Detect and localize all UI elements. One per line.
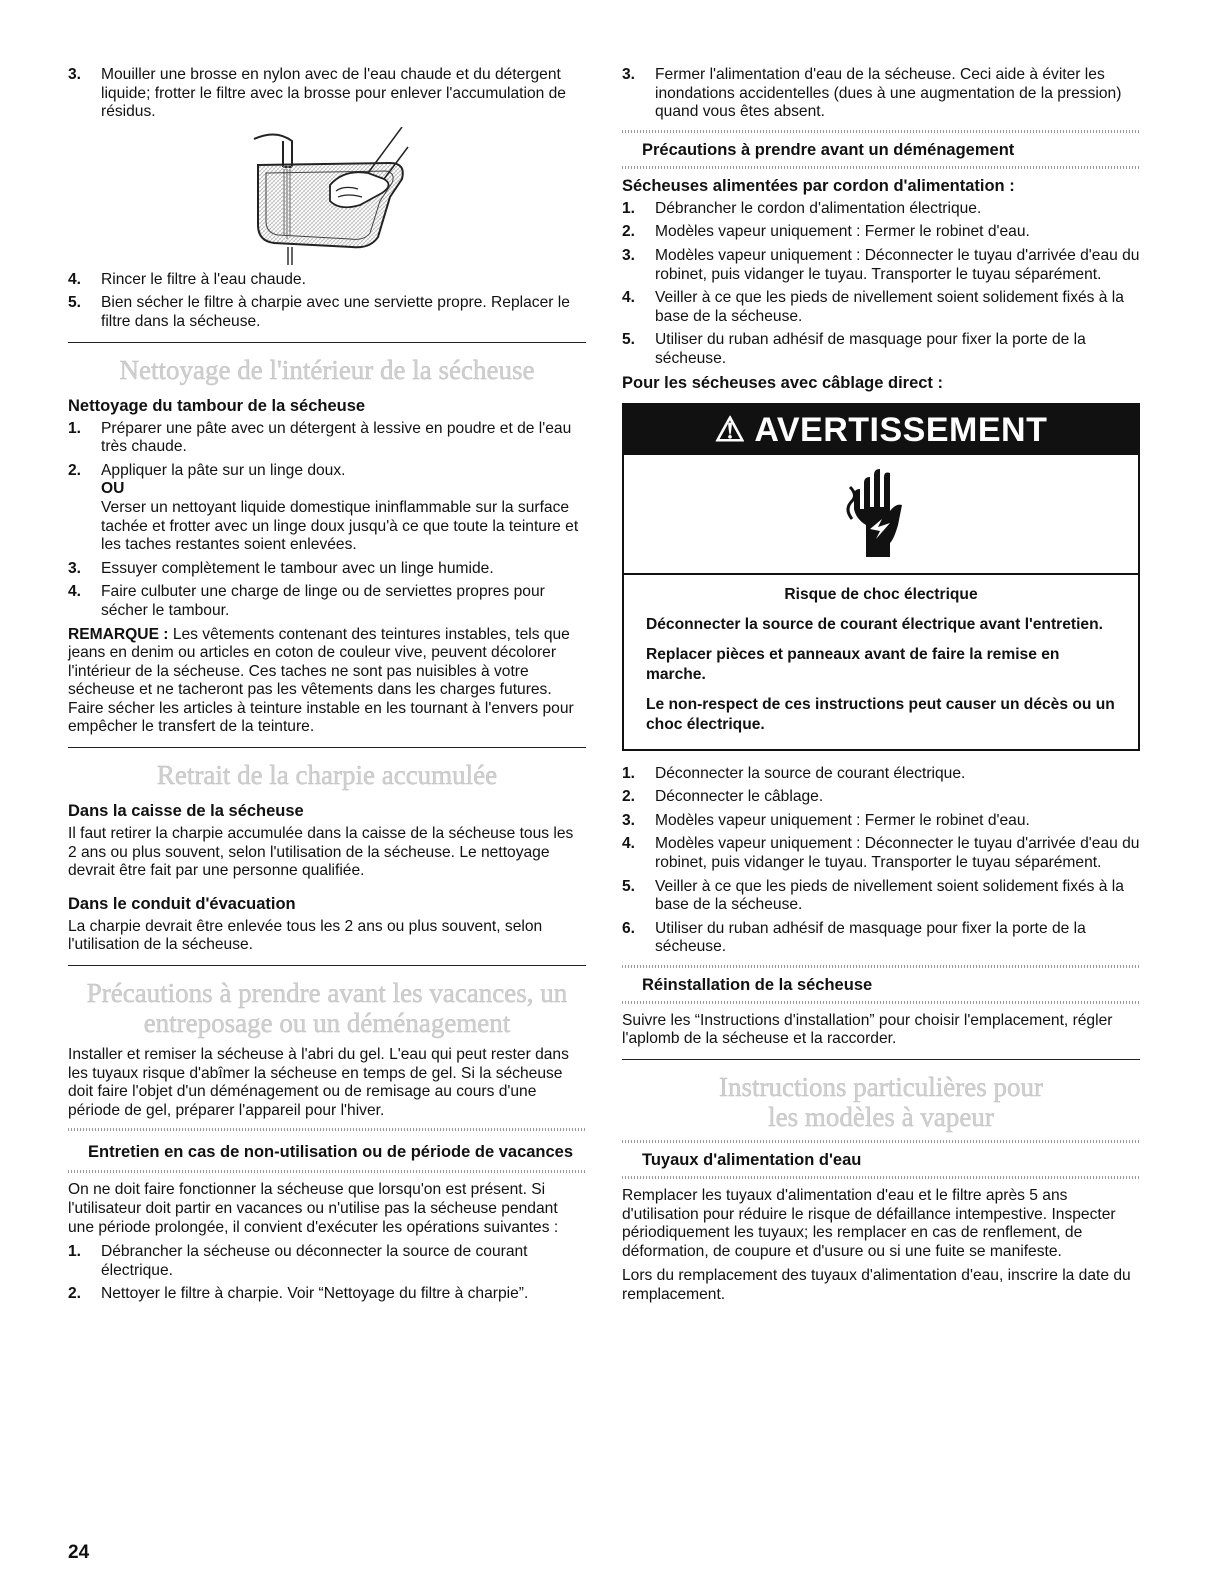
- section-title-lint-removal: Retrait de la charpie accumulée: [156, 760, 498, 791]
- subheading-direct-wire: Pour les sécheuses avec câblage direct :: [622, 373, 944, 392]
- lint-filter-brush-illustration: [68, 127, 586, 267]
- dotted-divider: [68, 1170, 586, 1173]
- warning-body: [624, 575, 1138, 749]
- list-item: 4. Veiller à ce que les pieds de nivellement soient solidement fixés à la base de la sécheuse.: [622, 289, 1124, 325]
- list-item: 3. Modèles vapeur uniquement : Déconnecter le tuyau d'arrivée d'eau du robinet, puis vidanger le tuyau. Transporter le tuyau séparément.: [622, 246, 1140, 283]
- subheading-non-use: Entretien en cas de non-utilisation ou de période de vacances: [88, 1143, 574, 1162]
- list-item: 4. Faire culbuter une charge de linge ou de serviettes propres pour sécher le tambour.: [68, 583, 545, 619]
- direct-wire-steps: [622, 765, 1140, 957]
- remark-paragraph: REMARQUE : Les vêtements contenant des teintures instables, tels que jeans en denim ou articles en coton de couleur vive, peuvent décolorer l'intérieur de la sécheuse. Ces taches ne sont pas nuisibles à votre sécheuse et ne tacheront pas les vêtements dans les charges futures. Faire sécher les articles à teinture instable en les tournant à l'envers pour empêcher le transfert de la teinture.: [68, 625, 574, 736]
- exhaust-paragraph: La charpie devrait être enlevée tous les 2 ans ou plus souvent, selon l'utilisation de la sécheuse.: [68, 917, 543, 954]
- list-item: 4. Rincer le filtre à l'eau chaude.: [68, 270, 306, 288]
- page-number: 24: [68, 1542, 90, 1563]
- warning-risk: Risque de choc électrique: [784, 585, 978, 603]
- warning-triangle-icon: ⚠: [714, 410, 746, 449]
- filter-steps-cont: [68, 66, 586, 122]
- hoses-paragraph-2: Lors du remplacement des tuyaux d'alimentation d'eau, inscrire la date du remplacement.: [622, 1267, 1131, 1304]
- list-item: 1. Préparer une pâte avec un détergent à lessive en poudre et de l'eau très chaude.: [68, 419, 572, 456]
- vacation-paragraph: Installer et remiser la sécheuse à l'abri du gel. L'eau qui peut rester dans les tuyaux risque d'abîmer la sécheuse en temps de gel. Si la sécheuse doit faire l'objet d'un déménagement ou de remisage au cours d'une période de gel, préparer l'appareil pour l'hiver.: [68, 1046, 569, 1119]
- divider: [68, 342, 586, 343]
- subheading-cord: Sécheuses alimentées par cordon d'alimentation :: [622, 176, 1015, 195]
- list-item: 5. Veiller à ce que les pieds de nivellement soient solidement fixés à la base de la sécheuse.: [622, 877, 1124, 914]
- dotted-divider: [622, 1001, 1140, 1004]
- list-item: 3. Essuyer complètement le tambour avec un linge humide.: [68, 559, 494, 577]
- divider: [68, 965, 586, 966]
- section-title-steam-models: Instructions particulières pour les modèles à vapeur: [719, 1072, 1043, 1133]
- section-title-vacation: Précautions à prendre avant les vacances, un entreposage ou un déménagement: [86, 978, 568, 1039]
- list-item: 3. Modèles vapeur uniquement : Fermer le robinet d'eau.: [622, 811, 1030, 829]
- dotted-divider: [622, 1140, 1140, 1143]
- list-item: 1. Débrancher la sécheuse ou déconnecter la source de courant électrique.: [68, 1243, 528, 1279]
- cord-steps: [622, 200, 1140, 369]
- subheading-reinstall: Réinstallation de la sécheuse: [642, 975, 873, 994]
- warning-line: Le non-respect de ces instructions peut causer un décès ou un choc électrique.: [646, 695, 1115, 733]
- list-item: 1. Débrancher le cordon d'alimentation électrique.: [622, 199, 982, 217]
- non-use-paragraph: On ne doit faire fonctionner la sécheuse que lorsqu'on est présent. Si l'utilisateur doit partir en vacances ou n'utilise pas la sécheuse pendant une période prolongée, il convient d'exécuter les opérations suivantes :: [68, 1181, 559, 1236]
- electric-shock-hand-icon: [846, 469, 916, 559]
- warning-icon-area: [624, 455, 1138, 575]
- warning-line: Déconnecter la source de courant électrique avant l'entretien.: [646, 615, 1103, 633]
- drum-steps: [68, 420, 586, 621]
- cabinet-paragraph: Il faut retirer la charpie accumulée dans la caisse de la sécheuse tous les 2 ans ou plus souvent, selon l'utilisation de la sécheuse. Le nettoyage devrait être fait par une personne qualifiée.: [68, 825, 574, 880]
- list-item: 2. Nettoyer le filtre à charpie. Voir “Nettoyage du filtre à charpie”.: [68, 1285, 529, 1303]
- list-item: 5. Bien sécher le filtre à charpie avec une serviette propre. Replacer le filtre dans la sécheuse.: [68, 294, 570, 330]
- list-item: 6. Utiliser du ruban adhésif de masquage pour fixer la porte de la sécheuse.: [622, 919, 1086, 956]
- reinstall-paragraph: Suivre les “Instructions d'installation” pour choisir l'emplacement, régler l'aplomb de la sécheuse et la raccorder.: [622, 1011, 1113, 1048]
- list-item: 3. Fermer l'alimentation d'eau de la sécheuse. Ceci aide à éviter les inondations accidentelles (dues à une augmentation de la pression) quand vous êtes absent.: [622, 66, 1122, 121]
- dotted-divider: [622, 965, 1140, 968]
- section-title-cleaning-interior: Nettoyage de l'intérieur de la sécheuse: [119, 354, 535, 385]
- dotted-divider: [622, 166, 1140, 169]
- list-item: 1. Déconnecter la source de courant électrique.: [622, 764, 966, 782]
- list-item: 2. Modèles vapeur uniquement : Fermer le robinet d'eau.: [622, 223, 1030, 241]
- vacation-steps: [68, 1243, 586, 1304]
- dotted-divider: [622, 1176, 1140, 1179]
- vacation-steps-cont: [622, 66, 1140, 122]
- dotted-divider: [622, 130, 1140, 133]
- warning-box: [622, 403, 1140, 751]
- right-column: [622, 66, 1140, 1311]
- dotted-divider: [68, 1128, 586, 1131]
- hoses-paragraph: Remplacer les tuyaux d'alimentation d'eau et le filtre après 5 ans d'utilisation pour réduire le risque de défaillance intempestive. Inspecter périodiquement les tuyaux; les remplacer en cas de renflement, de déformation, de coupure et d'usure ou si une fuite se manifeste.: [622, 1187, 1116, 1260]
- warning-line: Replacer pièces et panneaux avant de faire la remise en marche.: [646, 645, 1060, 683]
- subheading-moving: Précautions à prendre avant un déménagement: [642, 140, 1015, 159]
- filter-steps-after: [68, 271, 586, 332]
- subheading-drum: Nettoyage du tambour de la sécheuse: [68, 396, 366, 415]
- subheading-water-hoses: Tuyaux d'alimentation d'eau: [642, 1151, 862, 1170]
- subheading-exhaust: Dans le conduit d'évacuation: [68, 894, 296, 913]
- list-item: 5. Utiliser du ruban adhésif de masquage pour fixer la porte de la sécheuse.: [622, 331, 1086, 367]
- list-item: 3. Mouiller une brosse en nylon avec de l'eau chaude et du détergent liquide; frotter le filtre avec la brosse pour enlever l'accumulation de résidus.: [68, 66, 566, 121]
- left-column: [68, 66, 586, 1309]
- subheading-cabinet: Dans la caisse de la sécheuse: [68, 802, 304, 821]
- divider: [622, 1059, 1140, 1060]
- list-item: 2. Appliquer la pâte sur un linge doux. OU Verser un nettoyant liquide domestique ininflammable sur la surface tachée et frotter avec un linge doux jusqu'à ce que toute la teinture et les taches restantes soient enlevées.: [68, 461, 579, 554]
- list-item: 2. Déconnecter le câblage.: [622, 788, 824, 806]
- list-item: 4. Modèles vapeur uniquement : Déconnecter le tuyau d'arrivée d'eau du robinet, puis vidanger le tuyau. Transporter le tuyau séparément.: [622, 835, 1140, 871]
- divider: [68, 747, 586, 748]
- warning-header: ⚠ AVERTISSEMENT: [624, 405, 1138, 455]
